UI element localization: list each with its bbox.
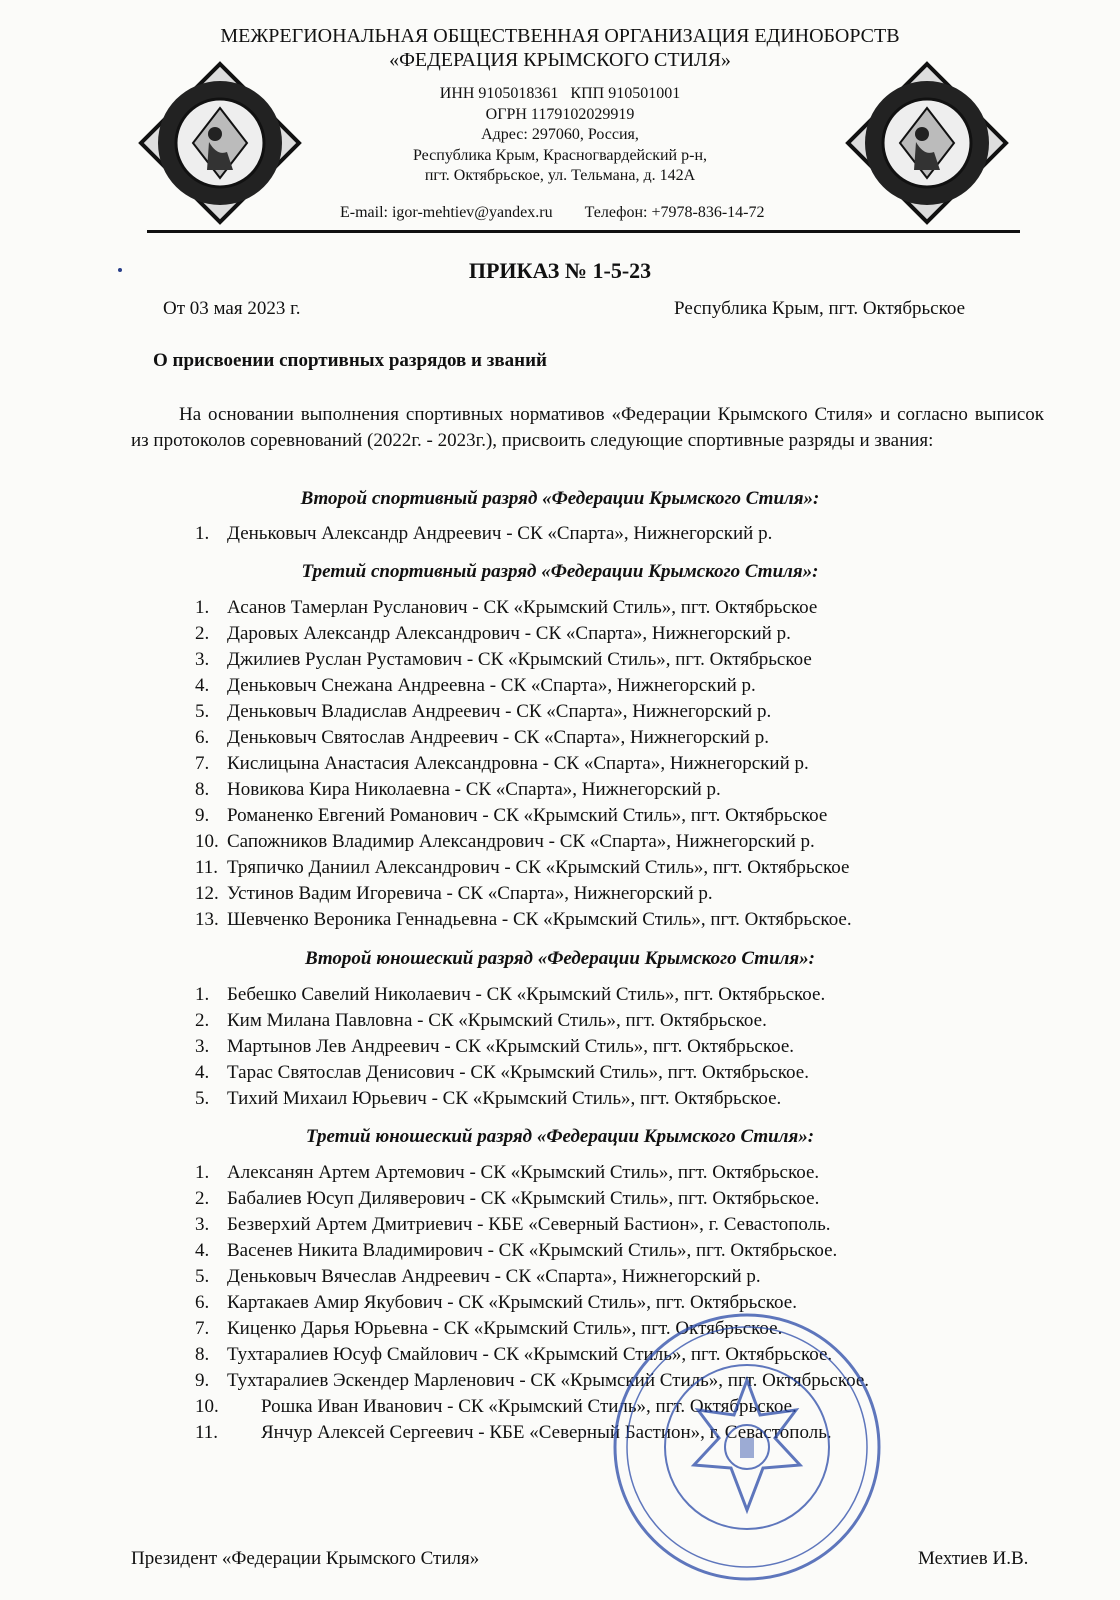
- intro-paragraph: На основании выполнения спортивных нормативов «Федерации Крымского Стиля» и согласно выписок из протоколов соревнований (2022г. - 2023г.), присвоить следующие спортивные разряды и звания:: [131, 404, 1044, 451]
- list-item: 7. Кислицына Анастасия Александровна - СК «Спарта», Нижнегорский р.: [195, 753, 809, 774]
- list-item: 13. Шевченко Вероника Геннадьевна - СК «Крымский Стиль», пгт. Октябрьское.: [195, 909, 852, 930]
- list-item: 9. Романенко Евгений Романович - СК «Крымский Стиль», пгт. Октябрьское: [195, 805, 828, 826]
- org-name-line2: «ФЕДЕРАЦИЯ КРЫМСКОГО СТИЛЯ»: [389, 49, 731, 71]
- signatory-position: Президент «Федерации Крымского Стиля»: [131, 1548, 480, 1569]
- list-item: 4. Деньковыч Снежана Андреевна - СК «Спарта», Нижнегорский р.: [195, 675, 756, 696]
- list-item: 8. Тухтаралиев Юсуф Смайлович - СК «Крымский Стиль», пгт. Октябрьское.: [195, 1344, 833, 1365]
- list-item: 2. Даровых Александр Александрович - СК «Спарта», Нижнегорский р.: [195, 623, 791, 644]
- order-place: Республика Крым, пгт. Октябрьское: [674, 298, 966, 319]
- list-item: 2. Бабалиев Юсуп Диляверович - СК «Крымский Стиль», пгт. Октябрьское.: [195, 1188, 820, 1209]
- rank-list: [195, 521, 772, 547]
- list-item: 11. Янчур Алексей Сергеевич - КБЕ «Северный Бастион», г. Севастополь.: [195, 1422, 832, 1443]
- section-heading: Третий юношеский разряд «Федерации Крымского Стиля»:: [305, 1126, 815, 1147]
- list-item: 1. Бебешко Савелий Николаевич - СК «Крымский Стиль», пгт. Октябрьское.: [195, 984, 826, 1005]
- email: E-mail: igor-mehtiev@yandex.ru: [340, 204, 553, 221]
- ogrn: ОГРН 1179102029919: [485, 105, 635, 123]
- official-stamp: [610, 1310, 885, 1585]
- order-title: ПРИКАЗ № 1-5-23: [468, 258, 652, 283]
- list-item: 6. Картакаев Амир Якубович - СК «Крымский Стиль», пгт. Октябрьское.: [195, 1292, 797, 1313]
- list-item: 5. Деньковыч Владислав Андреевич - СК «Спарта», Нижнегорский р.: [195, 701, 772, 722]
- list-item: 1. Деньковыч Александр Андреевич - СК «Спарта», Нижнегорский р.: [195, 523, 773, 544]
- list-item: 12. Устинов Вадим Игоревича - СК «Спарта», Нижнегорский р.: [195, 883, 713, 904]
- list-item: 5. Деньковыч Вячеслав Андреевич - СК «Спарта», Нижнегорский р.: [195, 1266, 761, 1287]
- federation-logo-left: [137, 60, 303, 226]
- address-line2: Республика Крым, Красногвардейский р-н,: [412, 146, 708, 164]
- list-item: 3. Мартынов Лев Андреевич - СК «Крымский Стиль», пгт. Октябрьское.: [195, 1036, 795, 1057]
- list-item: 5. Тихий Михаил Юрьевич - СК «Крымский Стиль», пгт. Октябрьское.: [195, 1088, 782, 1109]
- address-line3: пгт. Октябрьское, ул. Тельмана, д. 142А: [424, 167, 696, 184]
- inn-kpp: ИНН 9105018361 КПП 910501001: [439, 85, 681, 102]
- list-item: 4. Васенев Никита Владимирович - СК «Крымский Стиль», пгт. Октябрьское.: [195, 1240, 838, 1261]
- list-item: 3. Джилиев Руслан Рустамович - СК «Крымский Стиль», пгт. Октябрьское: [195, 649, 812, 670]
- section-heading: Третий спортивный разряд «Федерации Крымского Стиля»:: [301, 561, 819, 582]
- list-item: 10. Сапожников Владимир Александрович - СК «Спарта», Нижнегорский р.: [195, 831, 815, 852]
- list-item: 6. Деньковыч Святослав Андреевич - СК «Спарта», Нижнегорский р.: [195, 727, 769, 748]
- rank-list: [195, 982, 825, 1112]
- order-subject: О присвоении спортивных разрядов и званий: [153, 350, 547, 371]
- list-item: 11. Тряпичко Даниил Александрович - СК «Крымский Стиль», пгт. Октябрьское: [195, 857, 850, 878]
- list-item: 10. Рошка Иван Иванович - СК «Крымский Стиль», пгт. Октябрьское.: [195, 1396, 797, 1417]
- section-heading: Второй юношеский разряд «Федерации Крымского Стиля»:: [304, 948, 815, 969]
- federation-logo-right: [844, 60, 1010, 226]
- list-item: 3. Безверхий Артем Дмитриевич - КБЕ «Северный Бастион», г. Севастополь.: [195, 1214, 831, 1235]
- org-name-line1: МЕЖРЕГИОНАЛЬНАЯ ОБЩЕСТВЕННАЯ ОРГАНИЗАЦИЯ ЕДИНОБОРСТВ: [220, 25, 900, 47]
- header-divider: [147, 230, 1020, 233]
- list-item: 7. Киценко Дарья Юрьевна - СК «Крымский Стиль», пгт. Октябрьское.: [195, 1318, 783, 1339]
- list-item: 4. Тарас Святослав Денисович - СК «Крымский Стиль», пгт. Октябрьское.: [195, 1062, 809, 1083]
- address-line1: Адрес: 297060, Россия,: [481, 126, 639, 143]
- section-heading: Второй спортивный разряд «Федерации Крымского Стиля»:: [300, 488, 820, 509]
- list-item: 2. Ким Милана Павловна - СК «Крымский Стиль», пгт. Октябрьское.: [195, 1010, 767, 1031]
- order-date: От 03 мая 2023 г.: [163, 298, 301, 319]
- phone: Телефон: +7978-836-14-72: [584, 204, 765, 221]
- list-item: 1. Алексанян Артем Артемович - СК «Крымский Стиль», пгт. Октябрьское.: [195, 1162, 820, 1183]
- order-intro: [131, 402, 1044, 453]
- list-item: 1. Асанов Тамерлан Русланович - СК «Крымский Стиль», пгт. Октябрьское: [195, 597, 818, 618]
- rank-list: [195, 595, 852, 933]
- signatory-name: Мехтиев И.В.: [918, 1548, 1029, 1569]
- list-item: 9. Тухтаралиев Эскендер Марленович - СК «Крымский Стиль», пгт. Октябрьское.: [195, 1370, 870, 1391]
- list-item: 8. Новикова Кира Николаевна - СК «Спарта», Нижнегорский р.: [195, 779, 721, 800]
